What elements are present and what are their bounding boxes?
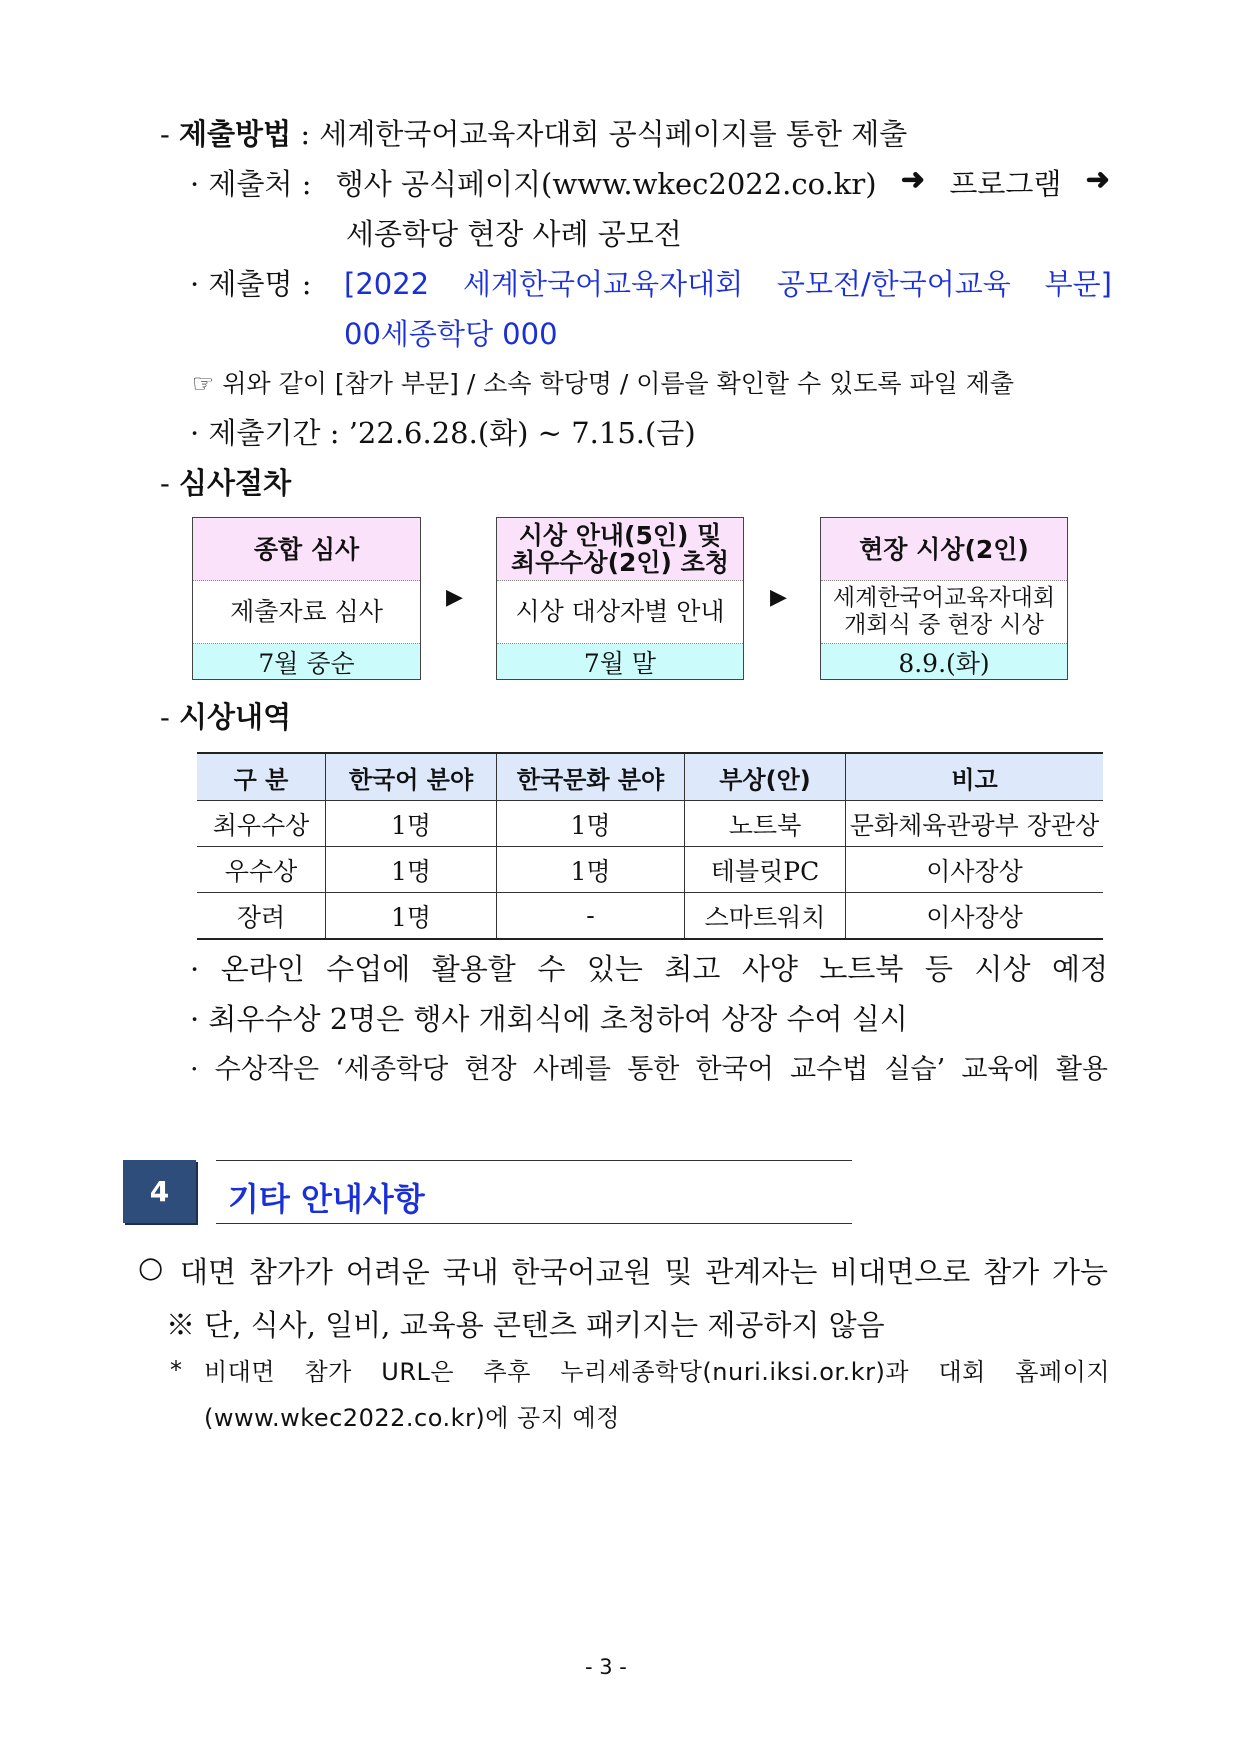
review-step-date: 7월 중순 [193, 644, 420, 679]
table-cell: 노트북 [685, 801, 846, 847]
awards-table [197, 752, 1103, 940]
table-cell: 문화체육관광부 장관상 [846, 801, 1104, 847]
submission-name-line2: 00세종학당 000 [344, 317, 558, 351]
section-subnote-line2: (www.wkec2022.co.kr)에 공지 예정 [204, 1404, 620, 1432]
submission-period: · 제출기간 : ’22.6.28.(화) ~ 7.15.(금) [190, 416, 696, 450]
arrow-right-icon: ➜ [900, 162, 926, 196]
table-cell: 1명 [326, 847, 497, 893]
table-cell: 이사장상 [846, 847, 1104, 893]
table-cell: 우수상 [197, 847, 326, 893]
awards-note: · 수상작은 ‘세종학당 현장 사례를 통한 한국어 교수법 실습’ 교육에 활용 [190, 1054, 1108, 1085]
review-step-desc: 제출자료 심사 [193, 581, 420, 644]
table-cell: 이사장상 [846, 893, 1104, 940]
submission-place-line2: 세종학당 현장 사례 공모전 [346, 217, 682, 251]
awards-heading: - 시상내역 [160, 700, 292, 734]
review-step-title: 현장 시상(2인) [821, 518, 1067, 581]
column-header: 한국어 분야 [326, 753, 497, 801]
review-step-3 [820, 517, 1068, 680]
table-cell: 장려 [197, 893, 326, 940]
section-item: 대면 참가가 어려운 국내 한국어교원 및 관계자는 비대면으로 참가 가능 [180, 1255, 1108, 1289]
column-header: 부상(안) [685, 753, 846, 801]
section-title: 기타 안내사항 [228, 1180, 425, 1218]
column-header: 한국문화 분야 [497, 753, 685, 801]
review-step-desc: 시상 대상자별 안내 [497, 581, 743, 644]
submission-place-program: 프로그램 [949, 167, 1062, 201]
page-number: - 3 - [585, 1655, 627, 1679]
table-cell: 1명 [497, 801, 685, 847]
submission-method-text: : 세계한국어교육자대회 공식페이지를 통한 제출 [300, 117, 908, 151]
submission-place-line [190, 162, 1110, 203]
submission-name-label: · 제출명 : [190, 267, 312, 301]
table-row [197, 801, 1103, 847]
review-step-title: 시상 안내(5인) 및 최우수상(2인) 초청 [497, 518, 743, 581]
table-cell: 1명 [497, 847, 685, 893]
table-cell: 1명 [326, 801, 497, 847]
review-step-date: 7월 말 [497, 644, 743, 679]
asterisk-icon: * [170, 1356, 182, 1384]
table-cell: 최우수상 [197, 801, 326, 847]
table-cell: 스마트워치 [685, 893, 846, 940]
arrow-right-icon: ➜ [1085, 162, 1110, 196]
section-rule-bottom [216, 1223, 852, 1224]
table-row [197, 847, 1103, 893]
review-step-title: 종합 심사 [193, 518, 420, 581]
submission-place-text: 행사 공식페이지(www.wkec2022.co.kr) [335, 167, 877, 201]
submission-note: ☞ 위와 같이 [참가 부문] / 소속 학당명 / 이름을 확인할 수 있도록 파일 제출 [192, 369, 1015, 398]
submission-name-line1: [2022 세계한국어교육자대회 공모전/한국어교육 부문] [344, 267, 1112, 301]
triangle-right-icon: ▶ [446, 585, 463, 610]
review-step-2 [496, 517, 744, 680]
submission-method-label: 제출방법 [179, 117, 292, 151]
table-cell: 테블릿PC [685, 847, 846, 893]
review-step-desc: 세계한국어교육자대회 개회식 중 현장 시상 [821, 581, 1067, 644]
column-header: 구 분 [197, 753, 326, 801]
section-note: ※ 단, 식사, 일비, 교육용 콘텐츠 패키지는 제공하지 않음 [166, 1308, 885, 1342]
table-header-row [197, 753, 1103, 801]
review-step-1 [192, 517, 421, 680]
table-cell: 1명 [326, 893, 497, 940]
circle-bullet-icon: ○ [138, 1250, 164, 1284]
submission-place-label: · 제출처 : [190, 167, 312, 201]
triangle-right-icon: ▶ [770, 585, 787, 610]
review-step-date: 8.9.(화) [821, 644, 1067, 679]
table-row [197, 893, 1103, 940]
review-heading: - 심사절차 [160, 466, 292, 500]
section-number-badge: 4 [123, 1160, 196, 1223]
awards-note: · 온라인 수업에 활용할 수 있는 최고 사양 노트북 등 시상 예정 [190, 952, 1108, 986]
section-subnote: 비대면 참가 URL은 추후 누리세종학당(nuri.iksi.or.kr)과 대회 홈페이지 [204, 1358, 1110, 1386]
table-cell: - [497, 893, 685, 940]
submission-method-line: - 제출방법 : 세계한국어교육자대회 공식페이지를 통한 제출 [160, 117, 908, 151]
column-header: 비고 [846, 753, 1104, 801]
section-rule-top [216, 1160, 852, 1161]
awards-note: · 최우수상 2명은 행사 개회식에 초청하여 상장 수여 실시 [190, 1002, 908, 1036]
